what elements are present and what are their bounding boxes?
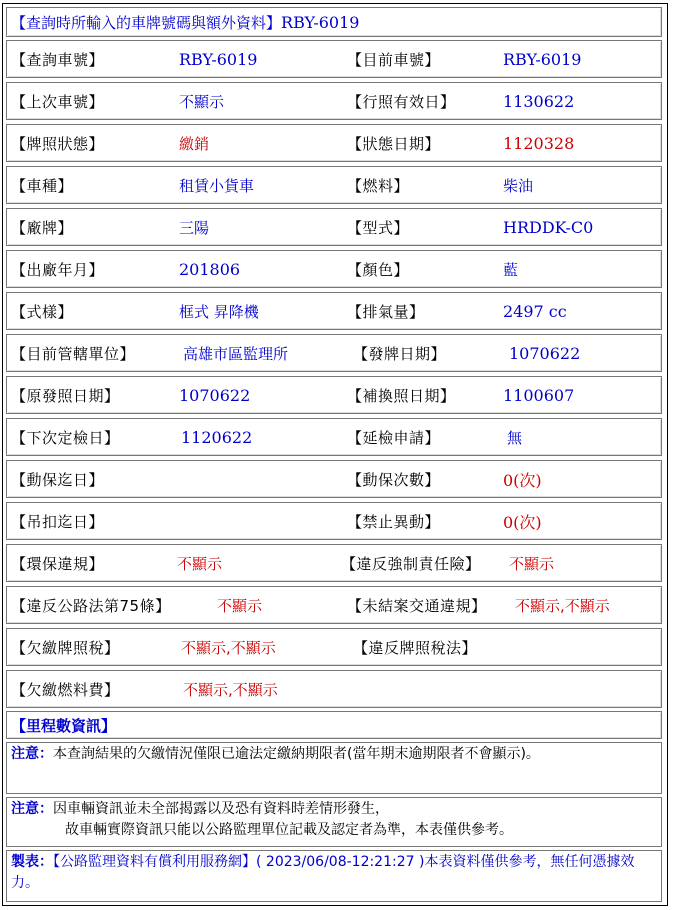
note-keyword: 注意：	[11, 801, 53, 817]
field-value: 1070622	[179, 385, 251, 405]
field-label: 【吊扣迄日】	[11, 512, 105, 531]
field-label: 【違反牌照稅法】	[353, 638, 478, 657]
info-row	[6, 82, 662, 120]
field-label: 【欠繳燃料費】	[11, 680, 120, 699]
field-label: 【式樣】	[11, 302, 74, 321]
field-value: 2497 cc	[503, 301, 567, 321]
field-value: 不顯示	[179, 92, 225, 111]
field-value: 柴油	[503, 176, 534, 195]
field-value: 0(次)	[503, 470, 542, 490]
field-label: 【違反公路法第75條】	[11, 596, 171, 615]
field-value: 1130622	[503, 91, 575, 111]
field-label: 【違反強制責任險】	[341, 554, 481, 573]
field-value: RBY-6019	[179, 49, 258, 69]
field-label: 【未結案交通違規】	[347, 596, 487, 615]
note-disclaimer	[6, 797, 662, 847]
field-label: 【環保違規】	[11, 554, 105, 573]
footer-note	[6, 850, 662, 902]
field-value: 1120622	[181, 427, 253, 447]
note-arrears	[6, 742, 662, 794]
mileage-row	[6, 711, 662, 739]
info-row	[6, 334, 662, 372]
info-row	[6, 40, 662, 78]
mileage-label: 【里程數資訊】	[11, 716, 117, 735]
note-text: 本查詢結果的欠繳情況僅限已逾法定繳納期限者(當年期末逾期限者不會顯示)。	[53, 746, 540, 762]
field-value: 框式 昇降機	[179, 302, 259, 321]
field-label: 【補換照日期】	[347, 386, 456, 405]
field-label: 【型式】	[347, 218, 410, 237]
field-label: 【燃料】	[347, 176, 410, 195]
field-value: 不顯示,不顯示	[515, 596, 610, 615]
field-label: 【狀態日期】	[347, 134, 441, 153]
field-value: 1070622	[509, 343, 581, 363]
info-row	[6, 292, 662, 330]
info-row	[6, 460, 662, 498]
field-label: 【動保迄日】	[11, 470, 105, 489]
footer-text: 本表資料僅供參考，無任何憑據效力。	[11, 854, 635, 891]
field-value: 三陽	[179, 218, 210, 237]
field-label: 【行照有效日】	[347, 92, 456, 111]
field-label: 【欠繳牌照稅】	[11, 638, 120, 657]
field-value: 1100607	[503, 385, 575, 405]
info-row	[6, 208, 662, 246]
info-row	[6, 124, 662, 162]
field-label: 【查詢車號】	[11, 50, 105, 69]
field-label: 【車種】	[11, 176, 74, 195]
field-label: 【禁止異動】	[347, 512, 441, 531]
field-label: 【下次定檢日】	[11, 428, 120, 447]
field-value: 不顯示	[177, 554, 223, 573]
field-value: 0(次)	[503, 512, 542, 532]
info-row	[6, 250, 662, 288]
page-title: 【查詢時所輸入的車牌號碼與額外資料】 RBY-6019	[11, 12, 360, 32]
field-label: 【目前管轄單位】	[11, 344, 136, 363]
field-value: 不顯示	[217, 596, 263, 615]
info-row	[6, 502, 662, 540]
field-value: RBY-6019	[503, 49, 582, 69]
field-label: 【廠牌】	[11, 218, 74, 237]
note-text-line2: 故車輛實際資訊只能以公路監理單位記載及認定者為準，本表僅供參考。	[65, 822, 513, 838]
field-value: 不顯示,不顯示	[183, 680, 278, 699]
field-value: 1120328	[503, 133, 575, 153]
info-row	[6, 376, 662, 414]
field-value: 高雄市區監理所	[183, 344, 289, 363]
field-label: 【上次車號】	[11, 92, 105, 111]
field-value: 201806	[179, 259, 241, 279]
field-value: 繳銷	[179, 134, 210, 153]
info-row	[6, 670, 662, 708]
note-text-line1: 因車輛資訊並未全部揭露以及恐有資料時差情形發生，	[53, 801, 389, 817]
footer-time: ( 2023/06/08-12:21:27 )	[256, 854, 425, 870]
field-label: 【發牌日期】	[353, 344, 447, 363]
field-label: 【牌照狀態】	[11, 134, 105, 153]
title-row	[6, 7, 662, 37]
footer-keyword: 製表：	[11, 854, 53, 870]
field-label: 【顏色】	[347, 260, 410, 279]
field-label: 【排氣量】	[347, 302, 425, 321]
note-keyword: 注意：	[11, 746, 53, 762]
field-value: 藍	[503, 260, 519, 279]
info-row	[6, 544, 662, 582]
info-row	[6, 166, 662, 204]
field-value: HRDDK-C0	[503, 217, 594, 237]
field-value: 不顯示,不顯示	[181, 638, 276, 657]
footer-service: 【公路監理資料有償利用服務網】	[53, 854, 256, 870]
info-row	[6, 586, 662, 624]
field-value: 無	[507, 428, 523, 447]
field-value: 不顯示	[509, 554, 555, 573]
info-row	[6, 418, 662, 456]
info-row	[6, 628, 662, 666]
field-label: 【原發照日期】	[11, 386, 120, 405]
field-label: 【出廠年月】	[11, 260, 105, 279]
field-value: 租賃小貨車	[179, 176, 255, 195]
field-label: 【延檢申請】	[347, 428, 441, 447]
field-label: 【動保次數】	[347, 470, 441, 489]
field-label: 【目前車號】	[347, 50, 441, 69]
